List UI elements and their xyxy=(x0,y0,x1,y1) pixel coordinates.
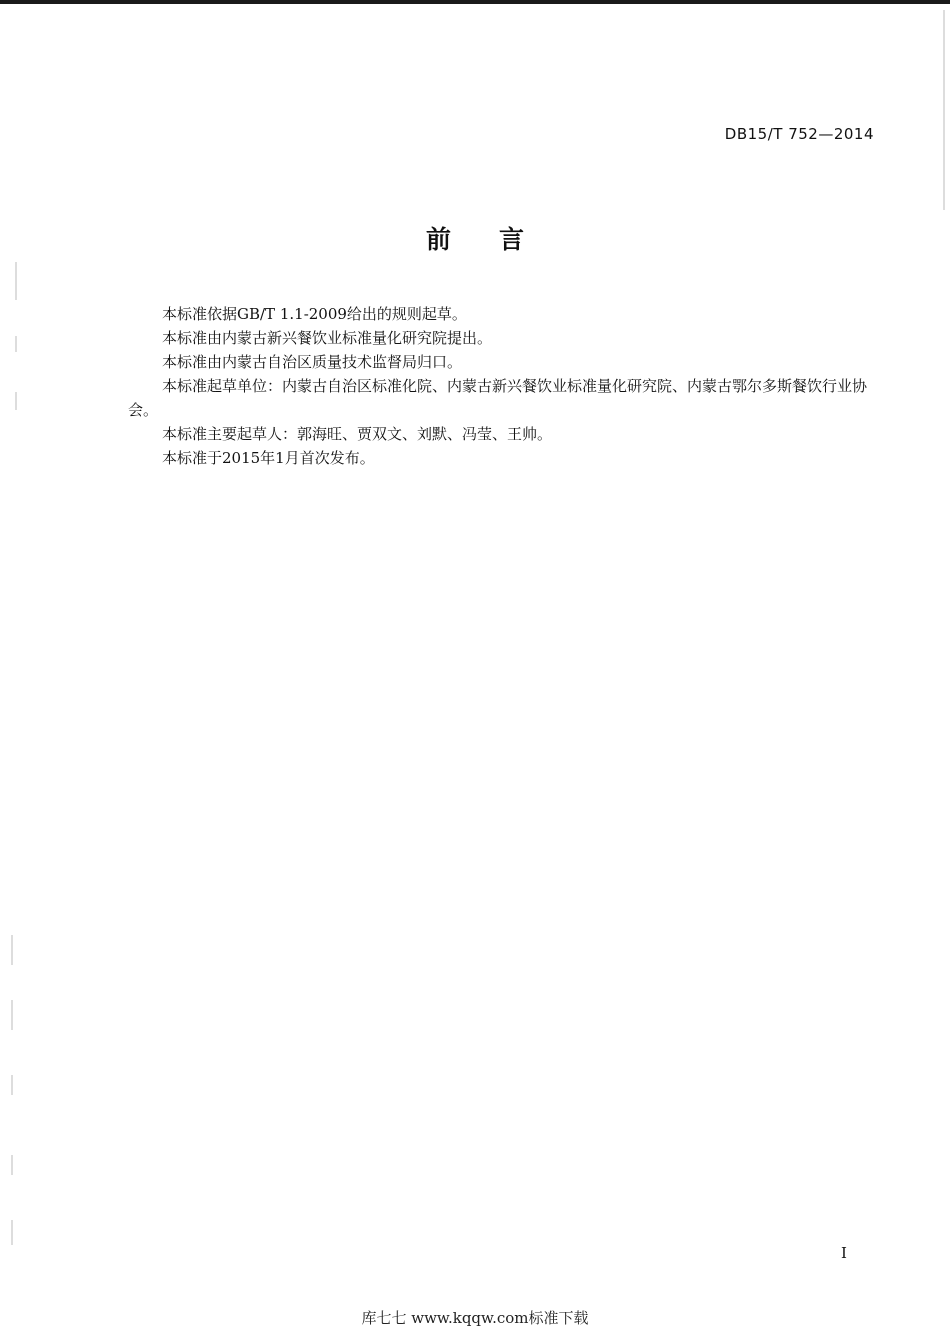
page-title xyxy=(0,220,950,256)
page-number: I xyxy=(841,1244,847,1262)
paragraph-drafters: 本标准主要起草人：郭海旺、贾双文、刘默、冯莹、王帅。 xyxy=(162,425,553,443)
paragraph-first-release: 本标准于2015年1月首次发布。 xyxy=(162,449,375,467)
footer-watermark: 库七七 www.kqqw.com标准下载 xyxy=(361,1309,589,1327)
paragraph-administrator: 本标准由内蒙古自治区质量技术监督局归口。 xyxy=(162,353,463,371)
paragraph-drafting-units: 本标准起草单位：内蒙古自治区标准化院、内蒙古新兴餐饮业标准量化研究院、内蒙古鄂尔多斯餐饮行业协会。 xyxy=(128,377,868,419)
title-char-1: 前 xyxy=(425,225,451,254)
scan-top-edge xyxy=(0,0,950,4)
title-char-2: 言 xyxy=(499,225,525,254)
standard-code: DB15/T 752—2014 xyxy=(724,125,874,143)
foreword-body xyxy=(128,302,876,470)
paragraph-drafting-rules: 本标准依据GB/T 1.1-2009给出的规则起草。 xyxy=(162,305,467,323)
paragraph-proposer: 本标准由内蒙古新兴餐饮业标准量化研究院提出。 xyxy=(162,329,493,347)
